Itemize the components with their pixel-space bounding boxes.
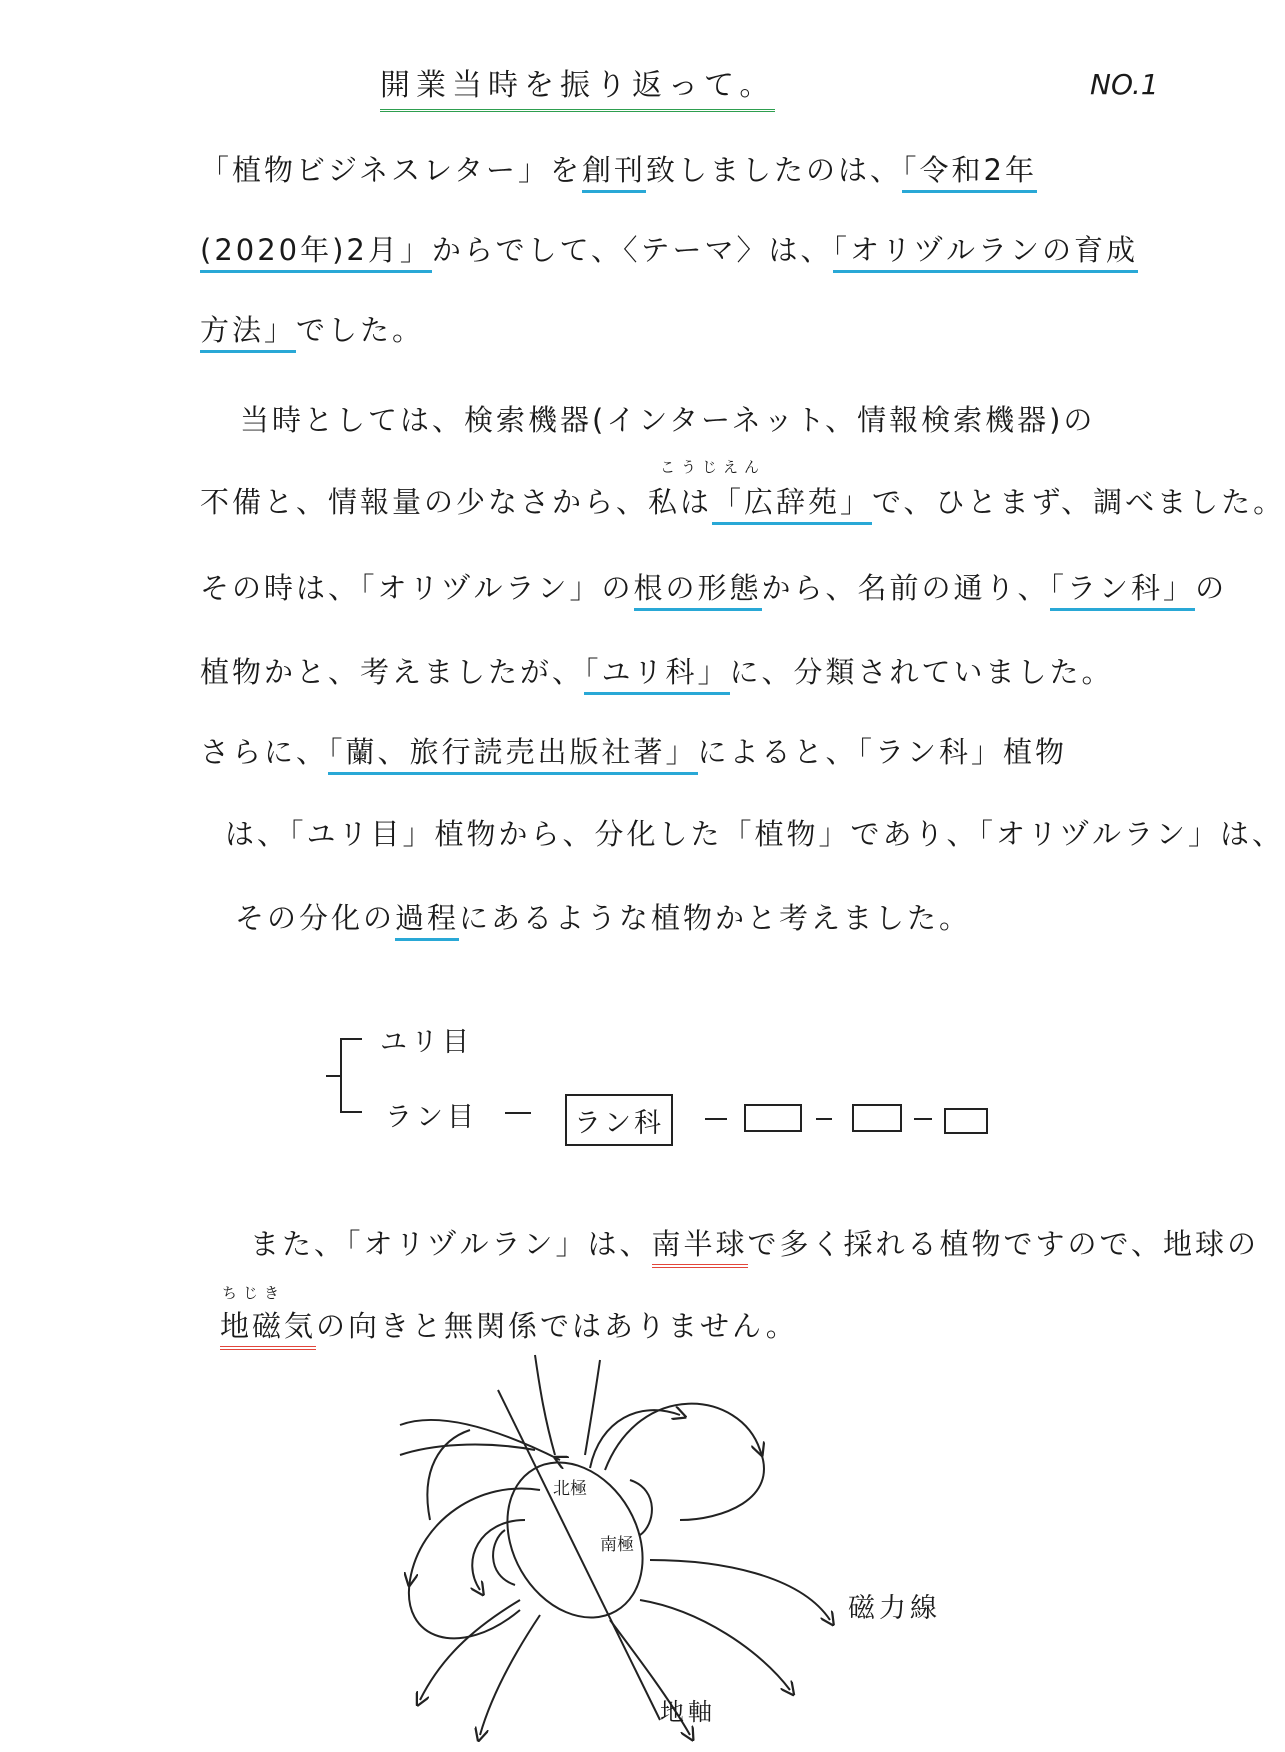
field-line-left-6: [480, 1615, 540, 1735]
tree-box-ranka: ラン科: [565, 1094, 673, 1146]
ruby-chijiki: ちじき: [222, 1284, 286, 1302]
line-1: 「植物ビジネスレター」を創刊致しましたのは、「令和2年: [200, 148, 1037, 189]
earth-rim-right: [630, 1480, 652, 1535]
highlight-houhou: 方法」: [200, 313, 296, 353]
earth-axis: [498, 1390, 660, 1720]
field-line-top-1: [535, 1355, 555, 1455]
highlight-souken: 創刊: [582, 153, 646, 193]
highlight-ran: 「ラン科」: [1050, 571, 1196, 611]
earth-globe: [480, 1438, 669, 1642]
field-line-left-4: [400, 1445, 535, 1455]
tree-label-yurime: ユリ目: [380, 1027, 473, 1058]
line-11: また、「オリヅルラン」は、南半球で多く採れる植物ですので、地球の: [250, 1222, 1259, 1263]
tree-label-ranme: ラン目: [385, 1102, 478, 1133]
line-12: 地磁気の向きと無関係ではありません。: [220, 1304, 798, 1345]
line-8: さらに、「蘭、旅行読売出版社著」によると、「ラン科」植物: [200, 730, 1067, 771]
ruby-koujien: こうじえん: [660, 458, 766, 476]
highlight-theme: 「オリヅルランの育成: [833, 233, 1139, 273]
page-title: 開業当時を振り返って。: [380, 60, 775, 104]
field-line-right-4: [640, 1600, 790, 1690]
line-10: その分化の過程にあるような植物かと考えました。: [235, 896, 971, 937]
earth-rim-left: [493, 1530, 515, 1585]
highlight-south-hemisphere: 南半球: [652, 1227, 748, 1268]
line-3: 方法」でした。: [200, 308, 424, 349]
field-line-left-7: [427, 1430, 470, 1520]
label-earth-axis: 地軸: [660, 1698, 716, 1726]
highlight-book: 「蘭、旅行読売出版社著」: [328, 735, 698, 775]
line-9: は、「ユリ目」植物から、分化した「植物」であり、「オリヅルラン」は、: [225, 817, 1285, 851]
field-line-right-3: [650, 1560, 830, 1620]
highlight-reiwa: 「令和2年: [902, 153, 1037, 193]
page-number: NO.1: [1090, 68, 1159, 101]
line-2: (2020年)2月」からでして、〈テーマ〉は、「オリヅルランの育成: [200, 228, 1138, 269]
field-line-left-2: [472, 1520, 525, 1590]
highlight-date: (2020年)2月」: [200, 233, 432, 273]
label-south-pole: 南極: [600, 1535, 634, 1555]
line-4: 当時としては、検索機器(インターネット、情報検索機器)の: [240, 403, 1096, 437]
field-line-left-5: [420, 1600, 520, 1700]
field-line-left-3: [400, 1420, 560, 1460]
label-field-lines: 磁力線: [848, 1593, 941, 1624]
highlight-katei: 過程: [395, 901, 459, 941]
line-7: 植物かと、考えましたが、「ユリ科」に、分類されていました。: [200, 650, 1114, 691]
field-line-top-2: [585, 1360, 600, 1455]
field-line-right-1: [605, 1404, 764, 1520]
highlight-koujien: 「広辞苑」: [712, 485, 872, 525]
field-line-right-2: [590, 1410, 680, 1468]
highlight-root: 根の形態: [634, 571, 762, 611]
highlight-yuri: 「ユリ科」: [584, 655, 730, 695]
line-6: その時は、「オリヅルラン」の根の形態から、名前の通り、「ラン科」の: [200, 566, 1227, 607]
label-north-pole: 北極: [553, 1479, 587, 1499]
line-5: 不備と、情報量の少なさから、私は「広辞苑」で、ひとまず、調べました。: [200, 480, 1285, 521]
highlight-geomagnetism: 地磁気: [220, 1309, 316, 1350]
